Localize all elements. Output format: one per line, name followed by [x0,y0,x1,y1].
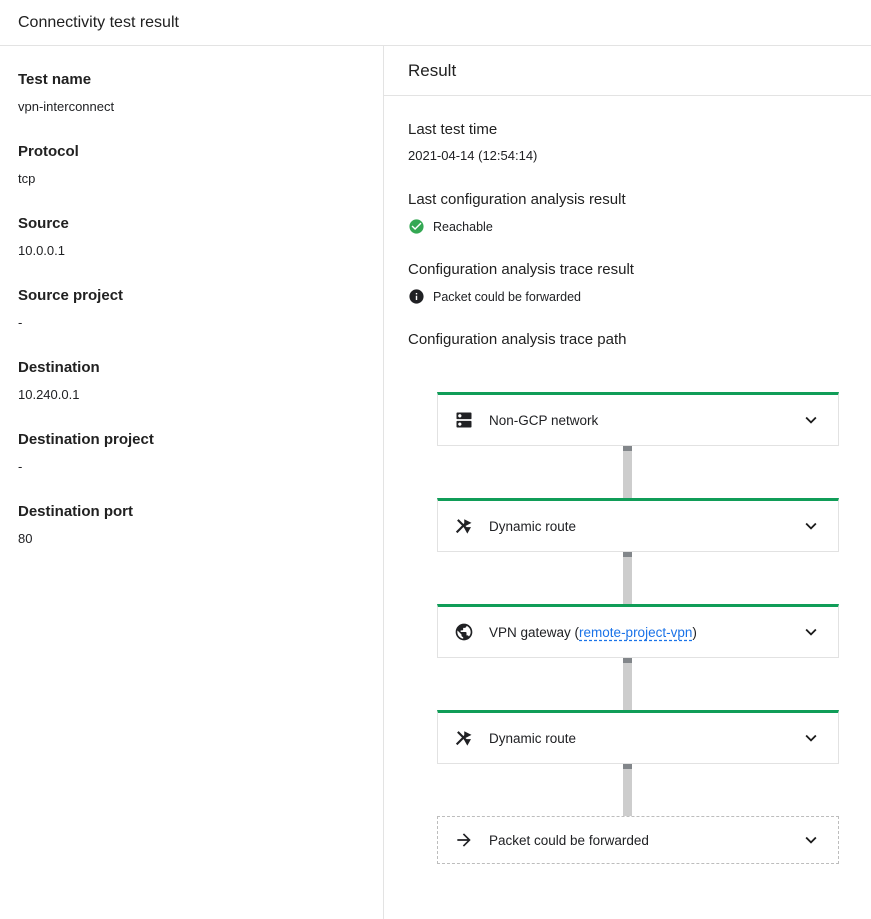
test-detail-field [18,214,365,260]
trace-result-section [408,260,847,305]
field-value: 80 [18,531,33,546]
trace-path-diagram [437,392,839,864]
field-label: Destination project [18,431,154,448]
field-label: Test name [18,71,92,88]
field-label: Source project [18,287,124,304]
chevron-down-icon[interactable] [800,727,822,749]
trace-step-label: Packet could be forwarded [489,832,649,848]
route-icon [454,728,474,748]
trace-step-card[interactable] [437,710,839,764]
chevron-down-icon[interactable] [800,621,822,643]
chevron-down-icon[interactable] [800,829,822,851]
trace-path-section [408,330,847,864]
test-details-list [18,70,365,548]
trace-step-card[interactable] [437,392,839,446]
trace-step-card[interactable] [437,604,839,658]
field-label: Destination [18,359,100,376]
trace-step-card[interactable] [437,816,839,864]
last-config-analysis-section [408,190,847,235]
arrow-forward-icon [454,830,474,850]
test-detail-field [18,430,365,476]
result-content [384,96,871,889]
last-test-time-label: Last test time [408,121,498,138]
trace-step-card[interactable] [437,498,839,552]
test-detail-field [18,502,365,548]
field-value: 10.0.0.1 [18,243,65,258]
trace-step-label: Dynamic route [489,730,577,746]
globe-icon [454,622,474,642]
last-test-time-section [408,120,847,165]
trace-step [437,498,839,604]
trace-result-label: Configuration analysis trace result [408,261,634,278]
trace-connector [437,764,839,816]
reachable-status-text: Reachable [433,219,493,234]
trace-connector [437,658,839,710]
route-icon [454,516,474,536]
last-config-analysis-label: Last configuration analysis result [408,191,626,208]
dns-icon [454,410,474,430]
trace-connector [437,552,839,604]
field-value: tcp [18,171,36,186]
trace-step [437,604,839,710]
field-value: - [18,459,23,474]
result-title: Result [408,60,457,80]
trace-step [437,710,839,816]
field-value: - [18,315,23,330]
field-value: 10.240.0.1 [18,387,80,402]
trace-result-status-row [408,288,847,305]
main-content [0,46,871,919]
check-circle-icon [408,218,425,235]
test-detail-field [18,286,365,332]
trace-step [437,392,839,498]
trace-step-label: Dynamic route [489,518,577,534]
result-panel [384,46,871,919]
test-detail-field [18,70,365,116]
trace-connector [437,446,839,498]
resource-link[interactable]: remote-project-vpn [579,624,693,640]
page-title: Connectivity test result [18,13,179,31]
test-detail-field [18,142,365,188]
chevron-down-icon[interactable] [800,409,822,431]
test-details-panel [0,46,384,919]
field-label: Source [18,215,69,232]
trace-result-status-text: Packet could be forwarded [433,289,582,304]
result-section-header [384,46,871,96]
trace-path-label: Configuration analysis trace path [408,331,627,348]
reachable-status-row [408,218,847,235]
trace-step-label: Non-GCP network [489,412,599,428]
info-icon [408,288,425,305]
trace-step [437,816,839,864]
field-value: vpn-interconnect [18,99,115,114]
trace-step-label: VPN gateway (remote-project-vpn) [489,624,697,640]
test-detail-field [18,358,365,404]
page-header [0,0,871,46]
last-test-time-value: 2021-04-14 (12:54:14) [408,148,538,163]
field-label: Destination port [18,503,133,520]
field-label: Protocol [18,143,79,160]
chevron-down-icon[interactable] [800,515,822,537]
